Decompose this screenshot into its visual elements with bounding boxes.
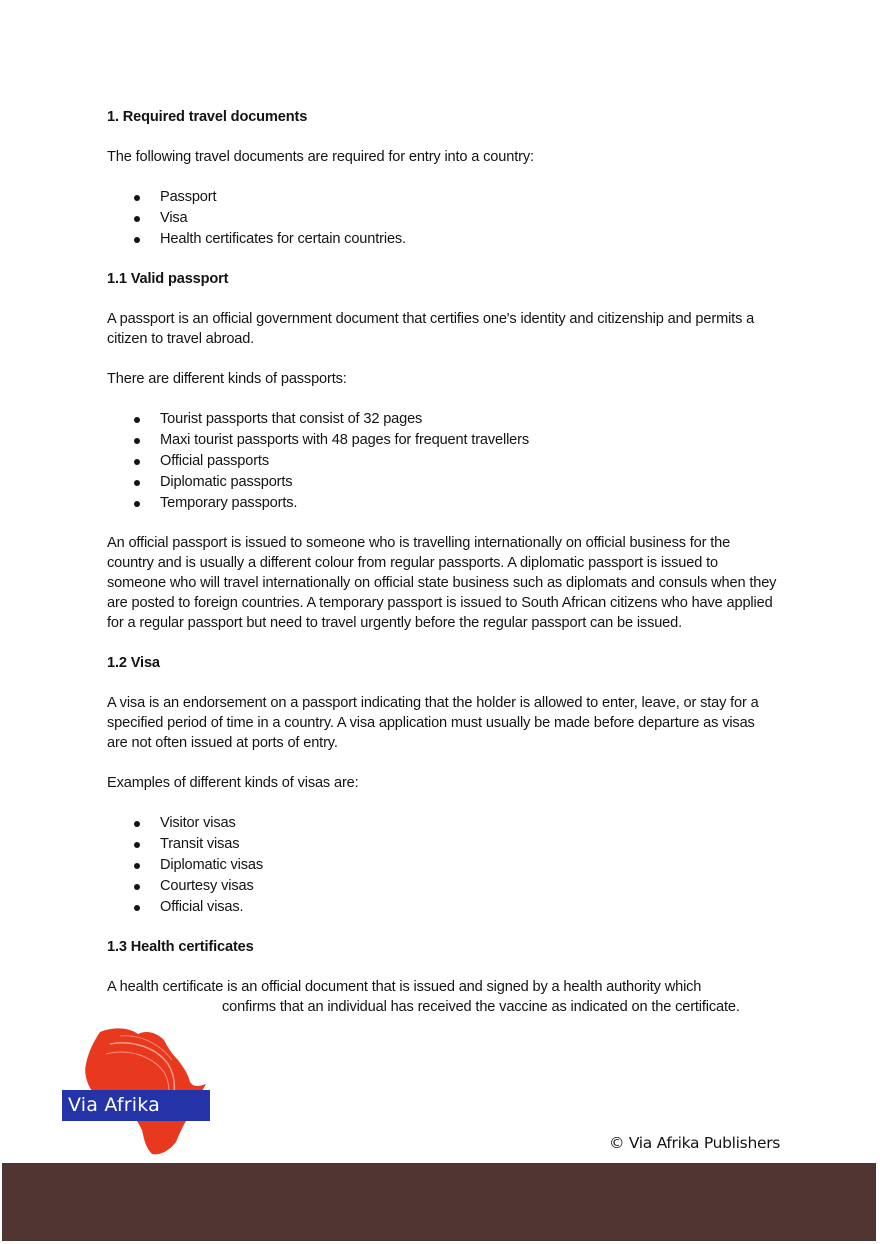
copyright-notice: © Via Afrika Publishers bbox=[609, 1134, 781, 1152]
bullet-icon bbox=[134, 905, 140, 911]
list-item: Courtesy visas bbox=[107, 876, 779, 897]
list-item: Maxi tourist passports with 48 pages for frequent travellers bbox=[107, 430, 779, 451]
list-item: Transit visas bbox=[107, 834, 779, 855]
bullet-icon bbox=[134, 237, 140, 243]
via-afrika-logo bbox=[60, 1024, 215, 1159]
visa-kinds-intro: Examples of different kinds of visas are: bbox=[107, 775, 359, 792]
section-intro: The following travel documents are required for entry into a country: bbox=[107, 149, 534, 165]
bullet-icon bbox=[134, 863, 140, 869]
bullet-icon bbox=[134, 216, 140, 222]
passport-kinds-intro: There are different kinds of passports: bbox=[107, 371, 347, 388]
visa-kinds-list bbox=[107, 813, 779, 917]
section-heading-visa: 1.2 Visa bbox=[107, 655, 160, 672]
bullet-icon bbox=[134, 821, 140, 827]
document-body bbox=[107, 107, 779, 1017]
bullet-icon bbox=[134, 459, 140, 465]
list-item: Visa bbox=[107, 208, 779, 229]
visa-definition: A visa is an endorsement on a passport indicating that the holder is allowed to enter, leave, or stay for a specified period of time in a country. A visa application must usually be made before departure as visas are not often issued at ports of entry. bbox=[107, 695, 759, 752]
passport-definition: A passport is an official government document that certifies one's identity and citizenship and permits a citizen to travel abroad. bbox=[107, 311, 755, 348]
list-item: Visitor visas bbox=[107, 813, 779, 834]
section-heading-valid-passport: 1.1 Valid passport bbox=[107, 271, 229, 288]
list-item: Temporary passports. bbox=[107, 493, 779, 514]
required-documents-list bbox=[107, 187, 779, 249]
bullet-icon bbox=[134, 195, 140, 201]
list-item: Health certificates for certain countries. bbox=[107, 229, 779, 250]
section-heading-health-certificates: 1.3 Health certificates bbox=[107, 939, 254, 956]
bullet-icon bbox=[134, 842, 140, 848]
logo-text: Via Afrika bbox=[68, 1094, 160, 1116]
health-certificate-definition bbox=[107, 977, 779, 1017]
list-item: Diplomatic passports bbox=[107, 472, 779, 493]
list-item: Passport bbox=[107, 187, 779, 208]
section-heading-required-documents: 1. Required travel documents bbox=[107, 109, 308, 125]
health-certificate-line-2: confirms that an individual has received the vaccine as indicated on the certificate. bbox=[222, 999, 740, 1016]
bullet-icon bbox=[134, 417, 140, 423]
bullet-icon bbox=[134, 884, 140, 890]
passport-kinds-list bbox=[107, 409, 779, 513]
bullet-icon bbox=[134, 480, 140, 486]
list-item: Tourist passports that consist of 32 pages bbox=[107, 409, 779, 430]
list-item: Official visas. bbox=[107, 897, 779, 918]
list-item: Diplomatic visas bbox=[107, 855, 779, 876]
health-certificate-line-1: A health certificate is an official document that is issued and signed by a health authority which bbox=[107, 979, 702, 996]
bullet-icon bbox=[134, 438, 140, 444]
bullet-icon bbox=[134, 501, 140, 507]
passport-types-explanation: An official passport is issued to someone who is travelling internationally on official business for the country and is usually a different colour from regular passports. A diplomatic passport is issued to someone who will travel internationally on official state business such as diplomats and consuls when they are posted to foreign countries. A temporary passport is issued to South African citizens who have applied for a regular passport but need to travel urgently before the regular passport can be issued. bbox=[107, 535, 777, 632]
list-item: Official passports bbox=[107, 451, 779, 472]
footer-bar bbox=[2, 1163, 876, 1241]
